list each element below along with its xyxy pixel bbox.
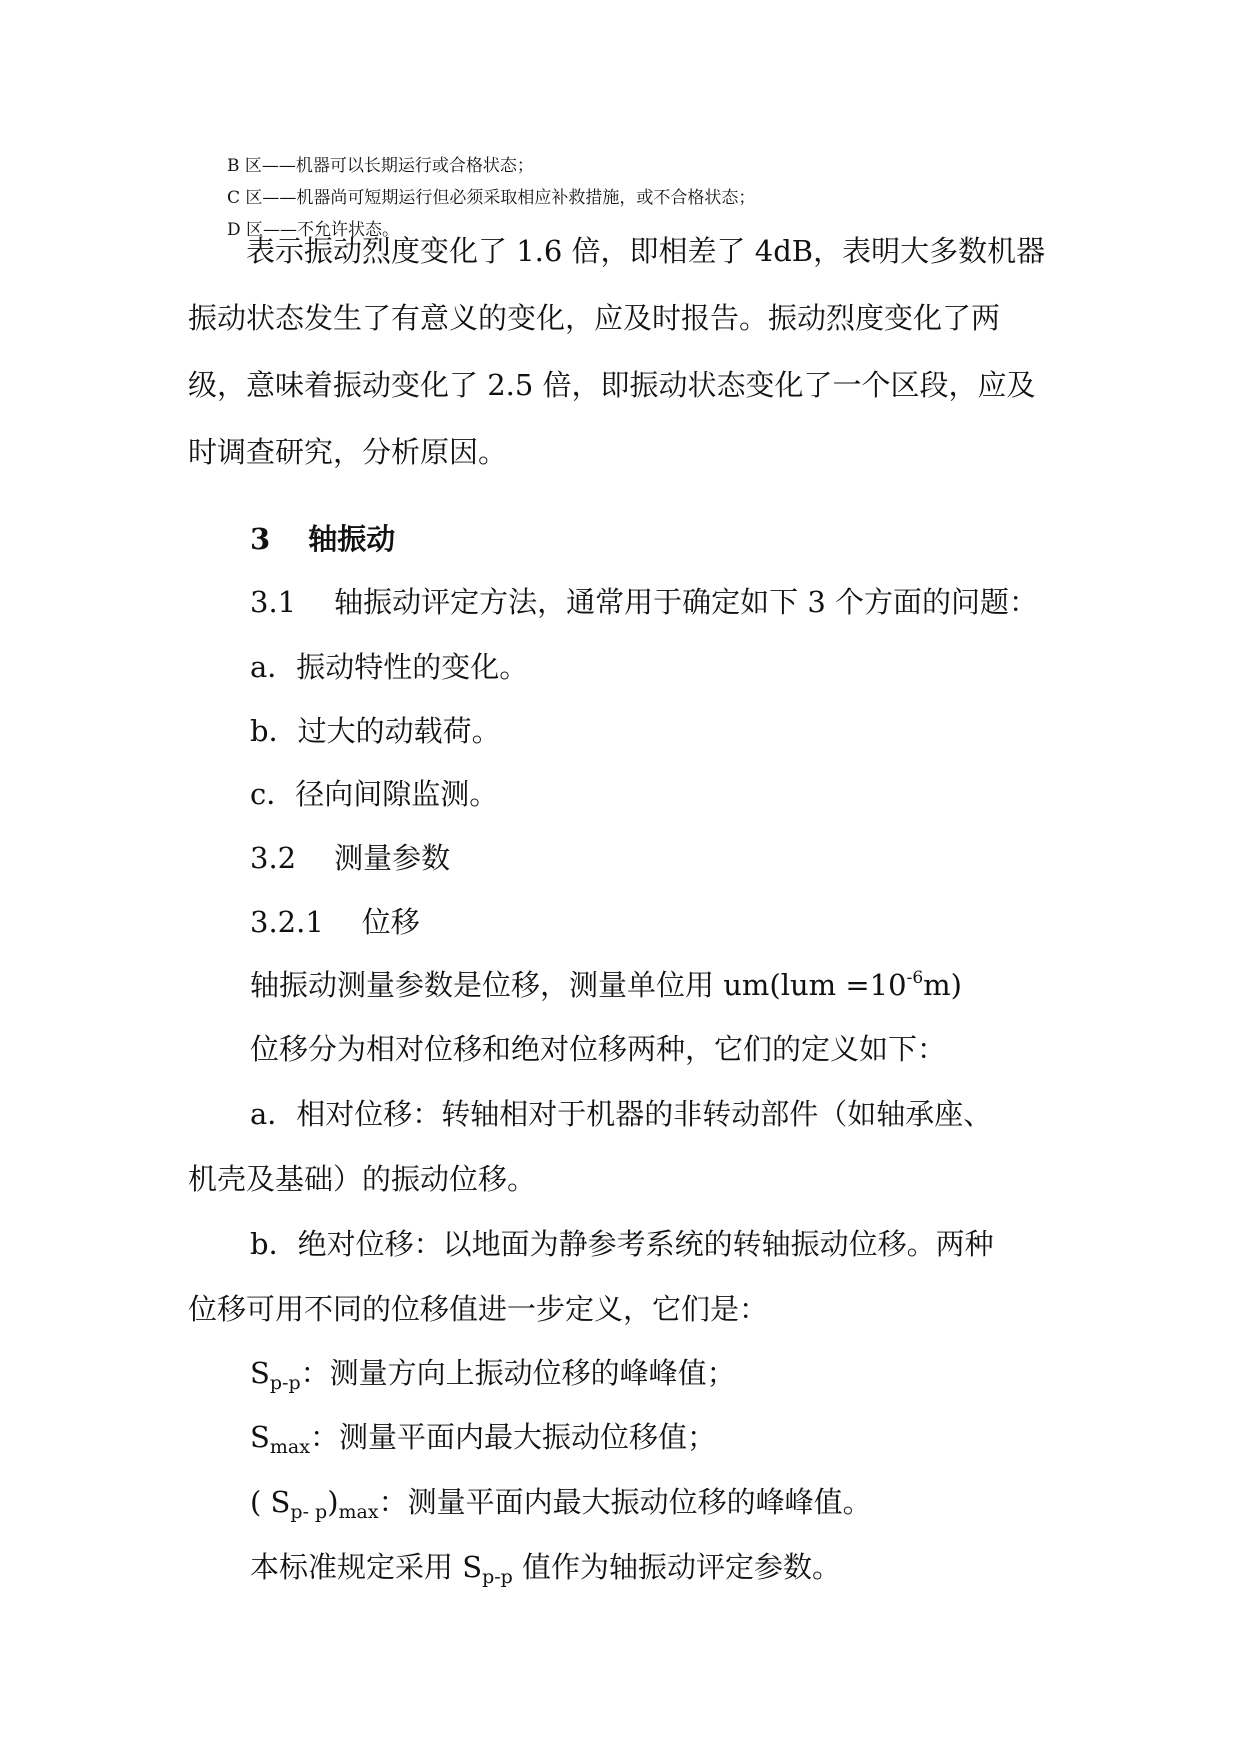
displacement-types-line: 位移分为相对位移和绝对位移两种，它们的定义如下：	[250, 1032, 947, 1066]
section-3-heading	[250, 517, 395, 558]
section-3-2-1: 3.2.1 位移	[250, 905, 420, 939]
symbol-smax-line: $S_{max}$：测量平面内最大振动位移值；	[250, 1420, 716, 1458]
intro-paragraph: 表示振动烈度变化了 1.6 倍，即相差了 4dB，表明大多数机器振动状态发生了有意义的变化，应及时报告。振动烈度变化了两级，意味着振动变化了 2.5 倍，即振动状态变化了一个区段，应及时调查研究，分析原因。	[188, 234, 1046, 469]
symbol-spp-line: $S_{p-p}$：测量方向上振动位移的峰峰值；	[250, 1356, 736, 1394]
definition-a-line-2: 机壳及基础）的振动位移。	[188, 1162, 537, 1196]
symbol-sppmax-line: ( $S_{p- p})_{max}$：测量平面内最大振动位移的峰峰值。	[250, 1485, 872, 1523]
definition-b-line-1: b．绝对位移：以地面为静参考系统的转轴振动位移。两种	[250, 1227, 994, 1261]
zone-note-c: C 区——机器尚可短期运行但必须采取相应补救措施，或不合格状态；	[227, 188, 756, 208]
unit-line: 轴振动测量参数是位移，测量单位用 $um(lum =10^{-6}m)$	[250, 968, 962, 1002]
section-title: 轴振动	[308, 522, 396, 556]
final-line: 本标准规定采用 $S_{p-p}$ 值作为轴振动评定参数。	[250, 1550, 842, 1588]
zone-note-d: D 区——不允许状态。	[227, 220, 400, 240]
section-number: 3	[250, 522, 271, 556]
section-3-2: 3.2 测量参数	[250, 841, 451, 875]
zone-note-b: B 区——机器可以长期运行或合格状态；	[227, 156, 534, 176]
definition-b-line-2: 位移可用不同的位移值进一步定义，它们是：	[188, 1292, 769, 1326]
item-c: c．径向间隙监测。	[250, 777, 499, 811]
section-3-1: 3.1 轴振动评定方法，通常用于确定如下 3 个方面的问题：	[250, 585, 1039, 619]
definition-a-line-1: a．相对位移：转轴相对于机器的非转动部件（如轴承座、	[250, 1097, 993, 1131]
item-a: a．振动特性的变化。	[250, 650, 529, 684]
item-b: b．过大的动载荷。	[250, 714, 501, 748]
